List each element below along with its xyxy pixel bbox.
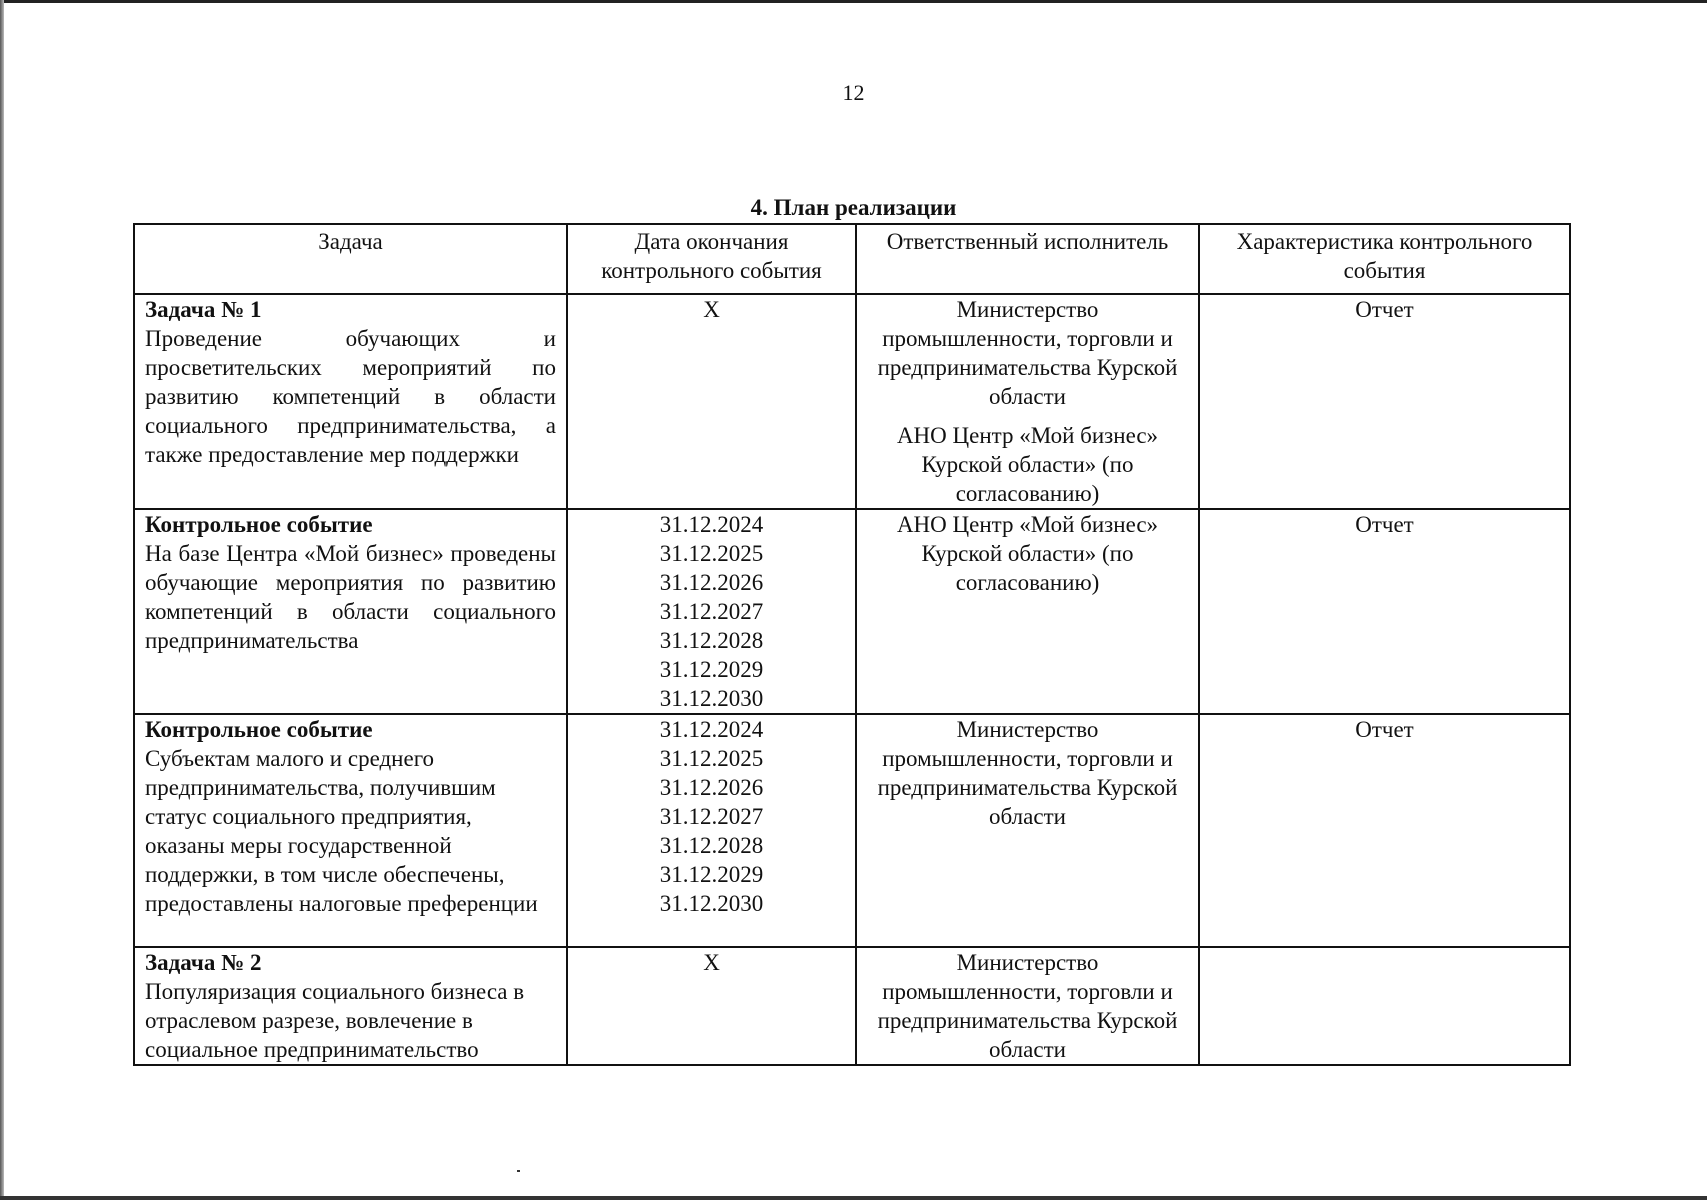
executor-text: АНО Центр «Мой бизнес» Курской области» (по согласованию) bbox=[896, 423, 1159, 506]
executor-cell bbox=[856, 294, 1199, 509]
executor-text: Министерство промышленности, торговли и предпринимательства Курской области bbox=[877, 950, 1178, 1062]
task-cell bbox=[134, 947, 567, 1065]
date-cell bbox=[567, 714, 856, 947]
characteristic-cell bbox=[1199, 294, 1570, 509]
date-value: 31.12.2028 bbox=[659, 628, 764, 653]
scan-speck bbox=[517, 1170, 520, 1172]
task-title: Контрольное событие bbox=[145, 717, 373, 742]
table-row bbox=[134, 947, 1570, 1065]
table-row bbox=[134, 509, 1570, 714]
date-value: X bbox=[703, 950, 720, 975]
task-text: Проведение обучающих и просветительских мероприятий по развитию компетенций в области социального предпринимательства, а также предоставление мер поддержки bbox=[145, 326, 556, 467]
scan-edge-left bbox=[0, 0, 4, 1200]
characteristic-text: Отчет bbox=[1355, 512, 1414, 537]
section-title: 4. План реализации bbox=[750, 195, 957, 220]
date-value: 31.12.2024 bbox=[659, 717, 764, 742]
characteristic-cell bbox=[1199, 947, 1570, 1065]
date-value: 31.12.2027 bbox=[659, 599, 764, 624]
task-cell bbox=[134, 714, 567, 947]
table-row bbox=[134, 294, 1570, 509]
table-row bbox=[134, 714, 1570, 947]
header-event-characteristic: Характеристика контрольного события bbox=[1199, 224, 1570, 294]
task-cell bbox=[134, 294, 567, 509]
characteristic-cell bbox=[1199, 714, 1570, 947]
date-value: 31.12.2025 bbox=[659, 541, 764, 566]
table-header-row bbox=[134, 224, 1570, 294]
task-title: Контрольное событие bbox=[145, 512, 373, 537]
scan-edge-top bbox=[0, 0, 1707, 3]
header-responsible-executor: Ответственный исполнитель bbox=[856, 224, 1199, 294]
date-value: X bbox=[703, 297, 720, 322]
header-task: Задача bbox=[134, 224, 567, 294]
date-value: 31.12.2029 bbox=[659, 862, 764, 887]
header-end-date: Дата окончания контрольного события bbox=[567, 224, 856, 294]
date-value: 31.12.2030 bbox=[659, 891, 764, 916]
date-cell bbox=[567, 294, 856, 509]
characteristic-cell bbox=[1199, 509, 1570, 714]
executor-text: АНО Центр «Мой бизнес» Курской области» (по согласованию) bbox=[896, 512, 1159, 595]
date-cell bbox=[567, 509, 856, 714]
date-value: 31.12.2026 bbox=[659, 570, 764, 595]
scan-edge-bottom bbox=[0, 1196, 1707, 1200]
characteristic-text: Отчет bbox=[1355, 717, 1414, 742]
date-value: 31.12.2027 bbox=[659, 804, 764, 829]
page-number: 12 bbox=[842, 80, 865, 105]
executor-cell bbox=[856, 947, 1199, 1065]
date-value: 31.12.2028 bbox=[659, 833, 764, 858]
task-title: Задача № 2 bbox=[145, 950, 262, 975]
task-title: Задача № 1 bbox=[145, 297, 262, 322]
date-cell bbox=[567, 947, 856, 1065]
task-text: Популяризация социального бизнеса в отраслевом разрезе, вовлечение в социальное предпринимательство bbox=[145, 979, 525, 1062]
date-value: 31.12.2030 bbox=[659, 686, 764, 711]
executor-cell bbox=[856, 714, 1199, 947]
task-cell bbox=[134, 509, 567, 714]
executor-text: Министерство промышленности, торговли и предпринимательства Курской области bbox=[877, 717, 1178, 829]
executor-cell bbox=[856, 509, 1199, 714]
date-value: 31.12.2026 bbox=[659, 775, 764, 800]
task-text: На базе Центра «Мой бизнес» проведены обучающие мероприятия по развитию компетенций в области социального предпринимательства bbox=[145, 541, 556, 653]
characteristic-text: Отчет bbox=[1355, 297, 1414, 322]
date-value: 31.12.2029 bbox=[659, 657, 764, 682]
task-text: Субъектам малого и среднего предпринимательства, получившим статус социального предприятия, оказаны меры государственной поддержки, в том числе обеспечены, предоставлены налоговые преференции bbox=[145, 746, 538, 916]
executor-text: Министерство промышленности, торговли и предпринимательства Курской области bbox=[877, 297, 1178, 409]
implementation-plan-table bbox=[133, 223, 1571, 1066]
date-value: 31.12.2025 bbox=[659, 746, 764, 771]
date-value: 31.12.2024 bbox=[659, 512, 764, 537]
